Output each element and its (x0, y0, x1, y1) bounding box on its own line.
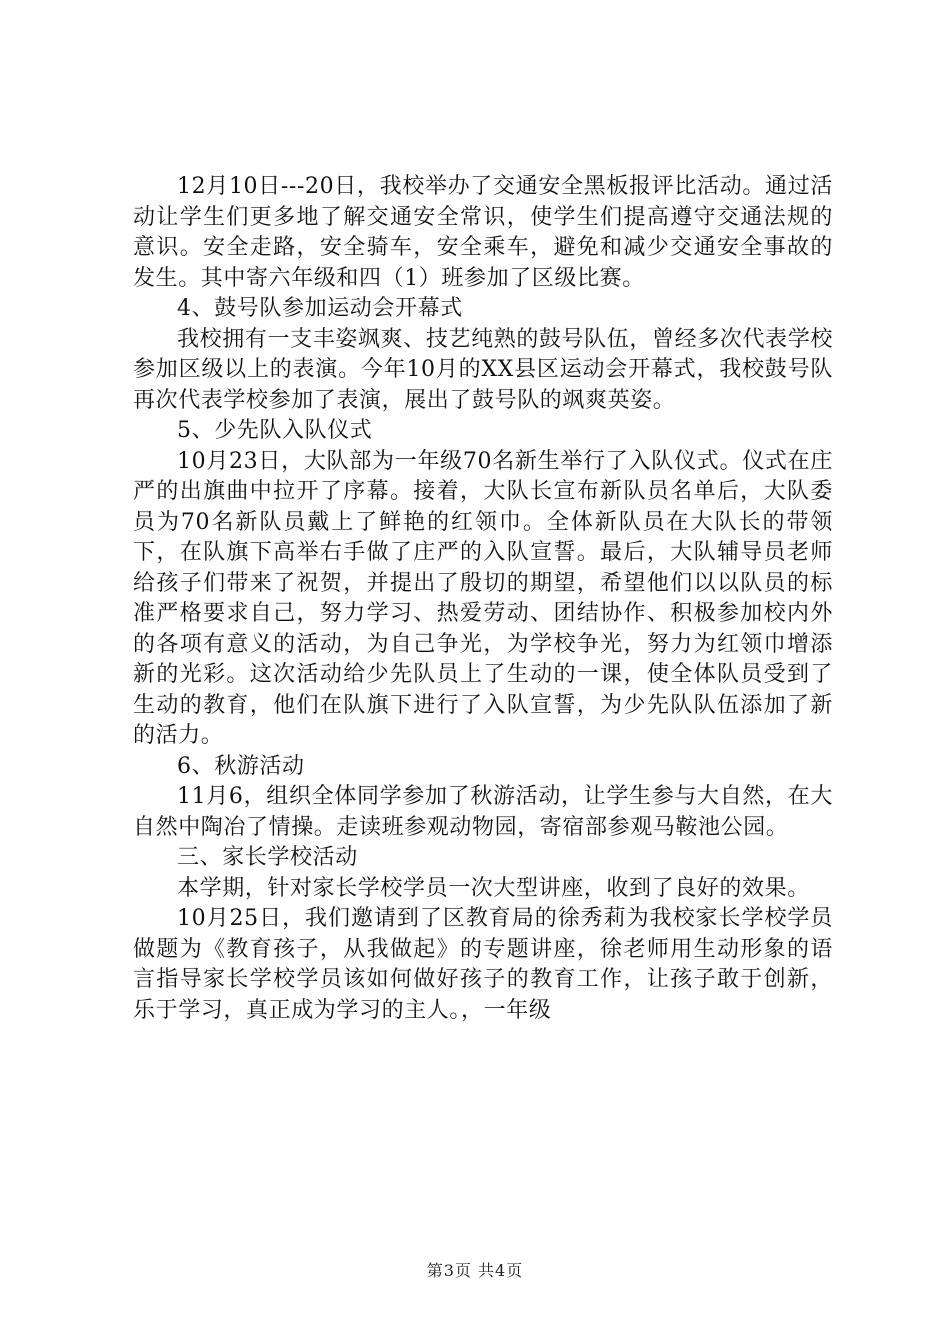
paragraph-parent-lecture: 10月25日，我们邀请到了区教育局的徐秀莉为我校家长学校学员做题为《教育孩子，从我做起》的专题讲座，徐老师用生动形象的语言指导家长学校学员该如何做好孩子的教育工作，让孩子敢于创新，乐于学习，真正成为学习的主人。，一年级 (133, 906, 833, 1023)
page-number-footer: 第3页 共4页 (426, 1261, 524, 1280)
paragraph-traffic-safety: 12月10日---20日，我校举办了交通安全黑板报评比活动。通过活动让学生们更多地了解交通安全常识，使学生们提高遵守交通法规的意识。安全走路，安全骑车，安全乘车，避免和减少交通安全事故的发生。其中寄六年级和四（1）班参加了区级比赛。 (133, 174, 833, 291)
document-body (133, 172, 833, 1026)
heading-drum-band: 4、鼓号队参加运动会开幕式 (177, 296, 463, 321)
paragraph-autumn-trip: 11月6，组织全体同学参加了秋游活动，让学生参与大自然，在大自然中陶冶了情操。走读班参观动物园，寄宿部参观马鞍池公园。 (133, 784, 833, 840)
heading-autumn-trip: 6、秋游活动 (177, 753, 305, 779)
paragraph-drum-band: 我校拥有一支丰姿飒爽、技艺纯熟的鼓号队伍，曾经多次代表学校参加区级以上的表演。今年10月的XX县区运动会开幕式，我校鼓号队再次代表学校参加了表演，展出了鼓号队的飒爽英姿。 (133, 326, 833, 413)
heading-young-pioneers: 5、少先队入队仪式 (177, 418, 373, 443)
heading-parent-school: 三、家长学校活动 (177, 845, 358, 870)
paragraph-young-pioneers: 10月23日，大队部为一年级70名新生举行了入队仪式。仪式在庄严的出旗曲中拉开了序幕。接着，大队长宣布新队员名单后，大队委员为70名新队员戴上了鲜艳的红领巾。全体新队员在大队长的带领下，在队旗下高举右手做了庄严的入队宣誓。最后，大队辅导员老师给孩子们带来了祝贺，并提出了殷切的期望，希望他们以以队员的标准严格要求自己，努力学习、热爱劳动、团结协作、积极参加校内外的各项有意义的活动，为自己争光，为学校争光，努力为红领巾增添新的光彩。这次活动给少先队员上了生动的一课，使全体队员受到了生动的教育，他们在队旗下进行了入队宣誓，为少先队队伍添加了新的活力。 (133, 448, 833, 748)
paragraph-parent-school-intro: 本学期，针对家长学校学员一次大型讲座，收到了良好的效果。 (177, 875, 810, 901)
